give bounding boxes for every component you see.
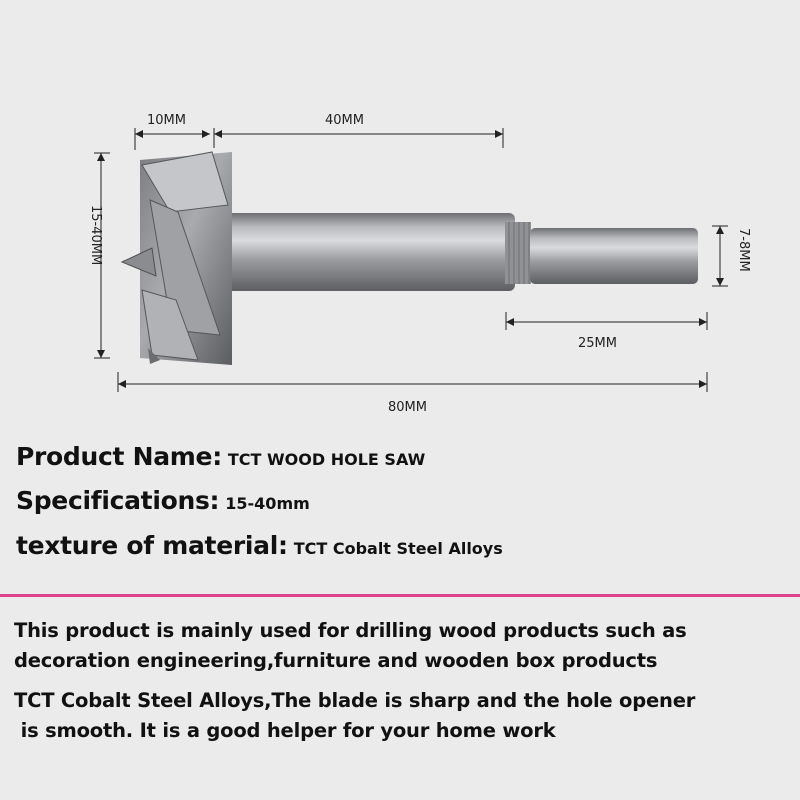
dimension-label-diameter: 15-40MM bbox=[88, 205, 103, 266]
dimension-label-80mm: 80MM bbox=[388, 400, 427, 415]
spec-specifications bbox=[16, 486, 310, 515]
dimension-diameter bbox=[88, 153, 110, 358]
dimension-shank-diameter bbox=[712, 226, 751, 286]
description-line: decoration engineering,furniture and wooden box products bbox=[14, 649, 658, 672]
description-line: This product is mainly used for drilling wood products such as bbox=[14, 619, 687, 642]
spec-value: 15-40mm bbox=[225, 494, 310, 513]
dimension-total-length bbox=[118, 372, 707, 415]
spec-label: Product Name: bbox=[16, 442, 222, 471]
dimension-label-25mm: 25MM bbox=[578, 336, 617, 351]
description-line: is smooth. It is a good helper for your home work bbox=[14, 719, 556, 742]
spec-value: TCT Cobalt Steel Alloys bbox=[293, 539, 503, 558]
dimension-shank-length bbox=[506, 312, 707, 351]
dimension-label-40mm: 40MM bbox=[325, 113, 364, 128]
dimension-label-10mm: 10MM bbox=[147, 113, 186, 128]
dimension-shank-start bbox=[214, 113, 503, 148]
hole-saw-bit-image bbox=[122, 152, 698, 365]
spec-value: TCT WOOD HOLE SAW bbox=[227, 450, 426, 469]
dimension-label-shank-diameter: 7-8MM bbox=[736, 228, 751, 272]
spec-material bbox=[16, 531, 503, 560]
dimension-cutter-length bbox=[135, 113, 210, 150]
spec-label: texture of material: bbox=[16, 531, 288, 560]
pink-divider bbox=[0, 594, 800, 597]
description-line: TCT Cobalt Steel Alloys,The blade is sharp and the hole opener bbox=[14, 689, 696, 712]
spec-product-name bbox=[16, 442, 425, 471]
spec-label: Specifications: bbox=[16, 486, 220, 515]
